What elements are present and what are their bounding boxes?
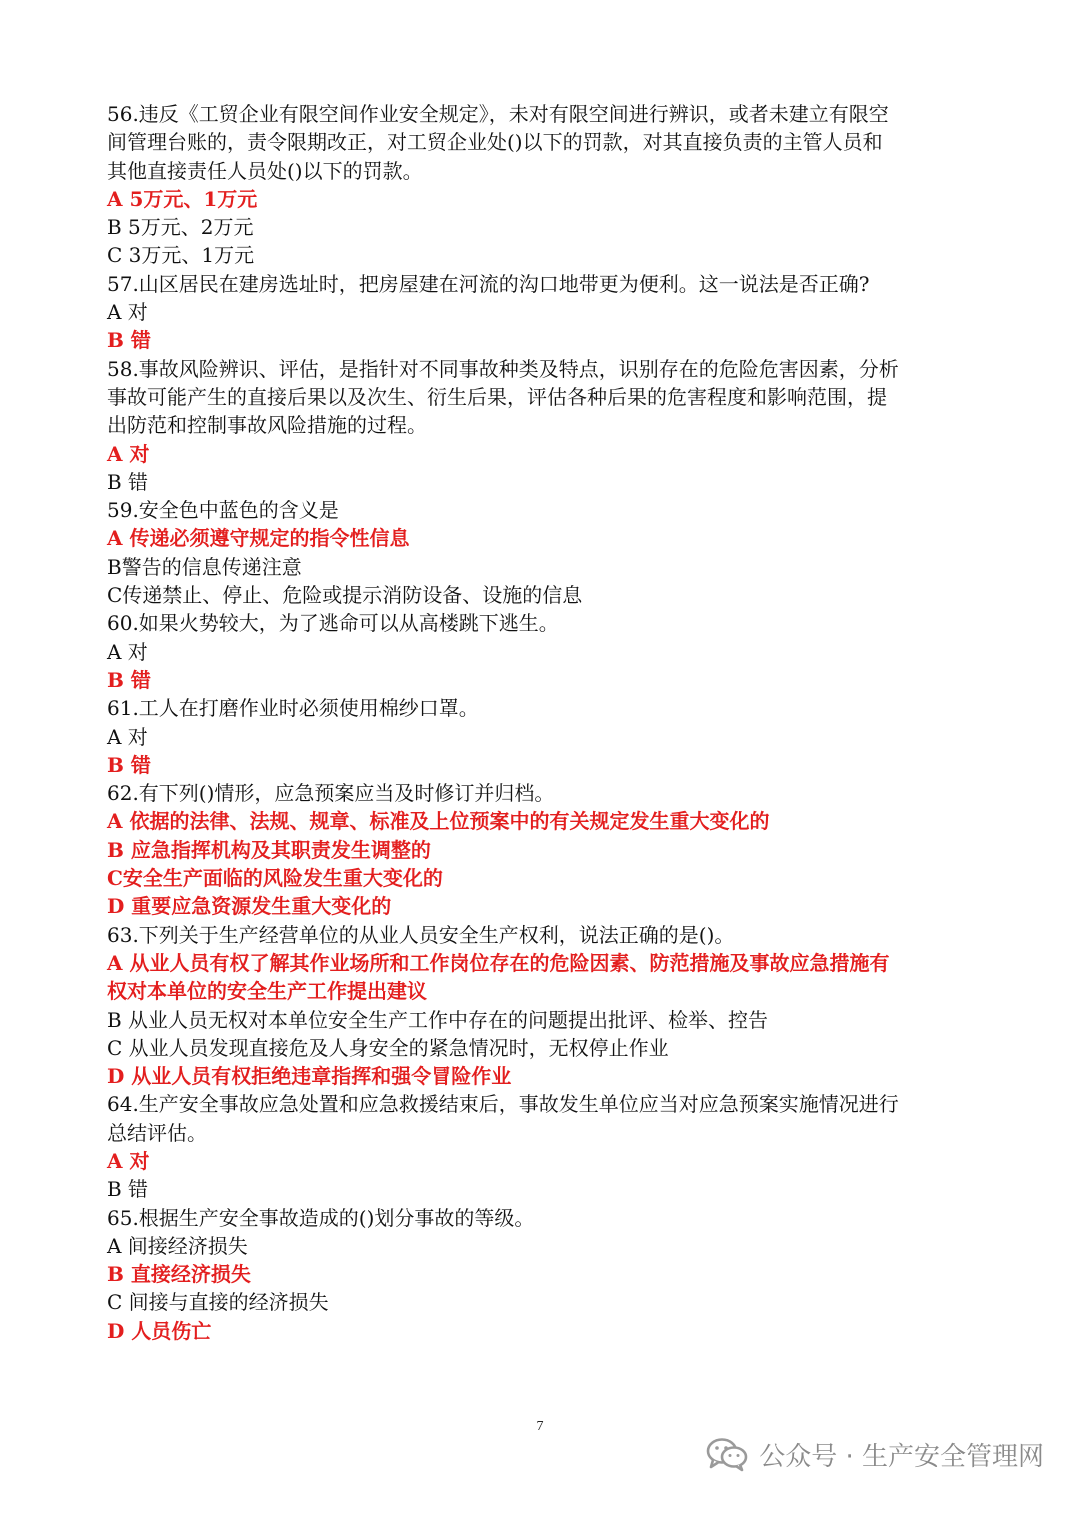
answer-option-line: B 直接经济损失 (107, 1262, 251, 1287)
text-line: 63.下列关于生产经营单位的从业人员安全生产权利，说法正确的是()。 (107, 922, 735, 947)
answer-option-line: A 依据的法律、法规、规章、标准及上位预案中的有关规定发生重大变化的 (107, 809, 770, 834)
answer-option-line: C安全生产面临的风险发生重大变化的 (107, 866, 443, 891)
answer-option-line: A 对 (107, 441, 150, 466)
text-line: 65.根据生产安全事故造成的()划分事故的等级。 (107, 1205, 535, 1230)
text-line: 64.生产安全事故应急处置和应急救援结束后，事故发生单位应当对应急预案实施情况进行 (107, 1092, 899, 1117)
document-body (107, 100, 977, 1345)
wechat-icon (705, 1436, 749, 1472)
text-line: A 对 (107, 639, 148, 664)
text-line: 58.事故风险辨识、评估，是指针对不同事故种类及特点，识别存在的危险危害因素，分析 (107, 356, 899, 381)
text-line: C 3万元、1万元 (107, 243, 255, 268)
text-line: B 5万元、2万元 (107, 215, 254, 240)
answer-option-line: B 错 (107, 667, 151, 692)
text-line: A 对 (107, 300, 148, 325)
answer-option-line: D 人员伤亡 (107, 1318, 212, 1343)
text-line: 61.工人在打磨作业时必须使用棉纱口罩。 (107, 696, 479, 721)
answer-option-line: A 5万元、1万元 (107, 186, 258, 211)
answer-option-line: B 错 (107, 752, 151, 777)
watermark-text: 公众号 · 生产安全管理网 (759, 1441, 1044, 1472)
text-line: 62.有下列()情形，应急预案应当及时修订并归档。 (107, 781, 555, 806)
text-line: B 错 (107, 1177, 149, 1202)
watermark-footer (705, 1432, 1044, 1476)
text-line: C 间接与直接的经济损失 (107, 1290, 329, 1315)
text-line: A 间接经济损失 (107, 1233, 248, 1258)
answer-option-line: D 重要应急资源发生重大变化的 (107, 894, 392, 919)
text-line: 56.违反《工贸企业有限空间作业安全规定》，未对有限空间进行辨识，或者未建立有限空 (107, 102, 889, 126)
answer-option-line: B 错 (107, 328, 151, 353)
text-line: B警告的信息传递注意 (107, 554, 302, 579)
text-line: 出防范和控制事故风险措施的过程。 (107, 413, 427, 438)
text-line: 间管理台账的，责令限期改正，对工贸企业处()以下的罚款，对其直接负责的主管人员和 (107, 130, 883, 155)
answer-option-line: A 对 (107, 1148, 150, 1173)
answer-option-line: D 从业人员有权拒绝违章指挥和强令冒险作业 (107, 1064, 512, 1089)
page-number: 7 (536, 1419, 544, 1434)
text-line: 事故可能产生的直接后果以及次生、衍生后果，评估各种后果的危害程度和影响范围，提 (107, 384, 887, 409)
text-line: C传递禁止、停止、危险或提示消防设备、设施的信息 (107, 583, 583, 608)
answer-option-line: A 传递必须遵守规定的指令性信息 (107, 526, 410, 551)
text-line: B 从业人员无权对本单位安全生产工作中存在的问题提出批评、检举、控告 (107, 1007, 769, 1032)
text-line: 其他直接责任人员处()以下的罚款。 (107, 158, 423, 183)
text-line: C 从业人员发现直接危及人身安全的紧急情况时，无权停止作业 (107, 1035, 669, 1060)
text-line: 60.如果火势较大，为了逃命可以从高楼跳下逃生。 (107, 611, 559, 636)
answer-option-line: A 从业人员有权了解其作业场所和工作岗位存在的危险因素、防范措施及事故应急措施有 (107, 950, 890, 975)
text-line: 57.山区居民在建房选址时，把房屋建在河流的沟口地带更为便利。这一说法是否正确? (107, 271, 870, 296)
text-line: 59.安全色中蓝色的含义是 (107, 498, 339, 523)
text-line: A 对 (107, 724, 148, 749)
answer-option-line: B 应急指挥机构及其职责发生调整的 (107, 837, 431, 862)
answer-option-line: 权对本单位的安全生产工作提出建议 (107, 979, 427, 1004)
text-line: B 错 (107, 469, 149, 494)
text-line: 总结评估。 (107, 1120, 207, 1145)
